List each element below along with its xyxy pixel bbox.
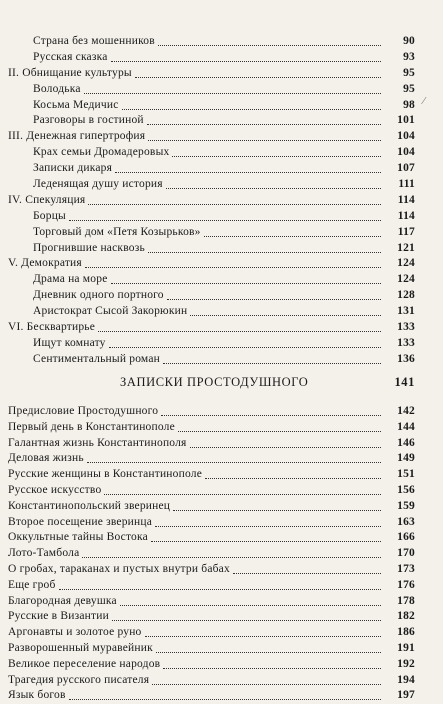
dot-leader [233,573,381,574]
dot-leader [163,668,381,669]
section-title: ЗАПИСКИ ПРОСТОДУШНОГО [120,375,309,389]
toc-entry [0,594,443,610]
toc-entry-title: Великое переселение народов [8,657,161,670]
toc-entry-page: 191 [397,641,415,654]
dot-leader [148,252,381,253]
dot-leader [112,620,381,621]
dot-leader [151,541,381,542]
toc-entry-page: 121 [397,241,415,254]
dot-leader [59,589,381,590]
toc-entry-title: Русская сказка [33,50,108,63]
toc-entry-page: 144 [397,420,415,433]
toc-entry-page: 117 [397,225,415,238]
toc-entry-page: 156 [397,483,415,496]
toc-entry [0,609,443,625]
toc-entry [0,272,443,288]
toc-entry-page: 173 [397,562,415,575]
toc-entry-page: 101 [397,114,415,127]
dot-leader [109,347,381,348]
toc-entry [0,483,443,499]
section-page-number: 141 [394,375,415,389]
toc-entry-title: II. Обнищание культуры [8,66,132,79]
toc-entry-title: Крах семьи Дромадеровых [33,146,170,159]
toc-entry-title: Предисловие Простодушного [8,405,159,417]
toc-entry-page: 114 [397,193,415,206]
toc-entry-page: 192 [397,657,415,670]
toc-entry-title: О гробах, тараканах и пустых внутри бабах [8,562,230,575]
toc-entry-title: Володька [33,82,81,95]
toc-entry-page: 133 [397,321,415,334]
toc-entry-title: Разговоры в гостиной [33,114,144,127]
toc-entry-page: 98 [403,98,415,111]
dot-leader [204,236,381,237]
toc-entry [0,34,443,50]
toc-entry [0,98,443,114]
toc-entry [0,336,443,352]
toc-entry-title: Аристократ Сысой Закорюкин [33,305,188,318]
dot-leader [178,431,381,432]
toc-entry [0,66,443,82]
toc-entry-title: Косьма Медичис [33,98,119,111]
toc-entry-page: 166 [397,531,415,544]
toc-entry-title: Драма на море [33,273,108,286]
toc-entry [0,256,443,272]
toc-entry [0,404,443,420]
dot-leader [87,462,381,463]
toc-entry-page: 197 [397,689,415,702]
dot-leader [104,494,381,495]
toc-entry-title: Торговый дом «Петя Козырьков» [33,225,201,238]
toc-entry-page: 149 [397,452,415,465]
table-of-contents-part-2 [0,404,443,704]
toc-entry-page: 151 [397,468,415,481]
dot-leader [84,93,381,94]
toc-entry [0,288,443,304]
toc-entry-page: 163 [397,515,415,528]
toc-entry-page: 176 [397,578,415,591]
toc-entry-page: 104 [397,130,415,143]
toc-entry-title: Галантная жизнь Константинополя [8,436,187,449]
toc-entry [0,546,443,562]
dot-leader [122,109,381,110]
toc-entry [0,562,443,578]
toc-entry-page: 114 [397,209,415,222]
dot-leader [172,156,381,157]
toc-entry-page: 178 [397,594,415,607]
dot-leader [163,363,381,364]
toc-entry-page: 146 [397,436,415,449]
toc-entry-page: 104 [397,146,415,159]
toc-entry-page: 90 [403,35,415,47]
toc-entry-page: 159 [397,499,415,512]
toc-entry [0,467,443,483]
dot-leader [158,45,381,46]
dot-leader [155,526,381,527]
toc-entry-title: Оккультные тайны Востока [8,531,148,544]
toc-entry-title: Прогнившие насквозь [33,241,145,254]
toc-entry-title: III. Денежная гипертрофия [8,130,146,143]
dot-leader [161,415,381,416]
toc-entry-title: Страна без мошенников [33,35,155,47]
toc-entry [0,688,443,704]
toc-entry-title: VI. Бесквартирье [8,321,96,334]
toc-entry-title: Константинопольский зверинец [8,499,171,512]
dot-leader [156,652,381,653]
toc-entry [0,436,443,452]
toc-entry [0,82,443,98]
dot-leader [190,315,381,316]
dot-leader [152,684,381,685]
toc-entry-title: Аргонавты и золотое руно [8,626,142,639]
toc-entry-title: Язык богов [8,689,66,702]
dot-leader [167,299,381,300]
toc-entry-page: 186 [397,626,415,639]
toc-entry-page: 111 [398,178,415,191]
toc-entry [0,177,443,193]
toc-entry [0,657,443,673]
toc-entry [0,499,443,515]
toc-entry [0,304,443,320]
toc-entry-title: Деловая жизнь [8,452,84,465]
toc-entry-page: 128 [397,289,415,302]
toc-entry-title: Русские женщины в Константинополе [8,468,203,481]
toc-entry [0,320,443,336]
toc-entry [0,420,443,436]
section-heading [0,373,443,391]
toc-entry-title: Русские в Византии [8,610,109,623]
dot-leader [111,283,381,284]
toc-entry-title: IV. Спекуляция [8,193,86,206]
toc-entry-title: V. Демократия [8,257,82,270]
toc-entry [0,50,443,66]
dot-leader [82,557,381,558]
dot-leader [69,220,381,221]
toc-entry-page: 124 [397,273,415,286]
toc-entry-page: 182 [397,610,415,623]
dot-leader [120,605,381,606]
toc-entry [0,241,443,257]
toc-entry-page: 95 [403,66,415,79]
dot-leader [166,188,381,189]
dot-leader [115,172,381,173]
toc-entry [0,145,443,161]
toc-entry-title: Лото-Тамбола [8,547,80,560]
toc-entry [0,193,443,209]
toc-entry [0,641,443,657]
toc-entry-page: 124 [397,257,415,270]
dot-leader [135,77,381,78]
toc-entry-page: 93 [403,50,415,63]
toc-entry [0,673,443,689]
dot-leader [173,510,381,511]
toc-entry [0,225,443,241]
toc-entry-title: Леденящая душу история [33,178,163,191]
toc-entry [0,129,443,145]
dot-leader [85,267,381,268]
toc-entry-page: 142 [397,405,415,417]
dot-leader [190,447,381,448]
toc-entry-title: Записки дикаря [33,162,113,175]
toc-entry-title: Дневник одного портного [33,289,164,302]
toc-entry-title: Борцы [33,209,66,222]
toc-entry-title: Разворошенный муравейник [8,641,153,654]
toc-entry [0,209,443,225]
toc-entry-title: Благородная девушка [8,594,117,607]
toc-entry-title: Первый день в Константинополе [8,420,175,433]
toc-entry [0,515,443,531]
toc-entry [0,578,443,594]
dot-leader [145,636,381,637]
toc-entry-title: Второе посещение зверинца [8,515,153,528]
toc-entry-page: 170 [397,547,415,560]
toc-entry [0,530,443,546]
dot-leader [88,204,381,205]
toc-entry-page: 136 [397,352,415,365]
toc-entry-title: Трагедия русского писателя [8,673,150,686]
table-of-contents-part-1 [0,34,443,368]
toc-entry-page: 131 [397,305,415,318]
toc-entry [0,161,443,177]
dot-leader [205,478,381,479]
toc-entry-page: 95 [403,82,415,95]
dot-leader [147,124,381,125]
toc-entry [0,451,443,467]
toc-entry-title: Еще гроб [8,578,56,591]
toc-entry [0,113,443,129]
dot-leader [111,61,381,62]
toc-entry-page: 107 [397,162,415,175]
toc-entry-title: Сентиментальный роман [33,352,160,365]
toc-entry-title: Ищут комнату [33,336,106,349]
dot-leader [148,140,381,141]
toc-entry-page: 194 [397,673,415,686]
toc-entry [0,352,443,368]
pencil-mark: ⁄ [423,96,425,107]
toc-entry-title: Русское искусство [8,483,102,496]
toc-entry-page: 133 [397,336,415,349]
toc-entry [0,625,443,641]
dot-leader [98,331,381,332]
